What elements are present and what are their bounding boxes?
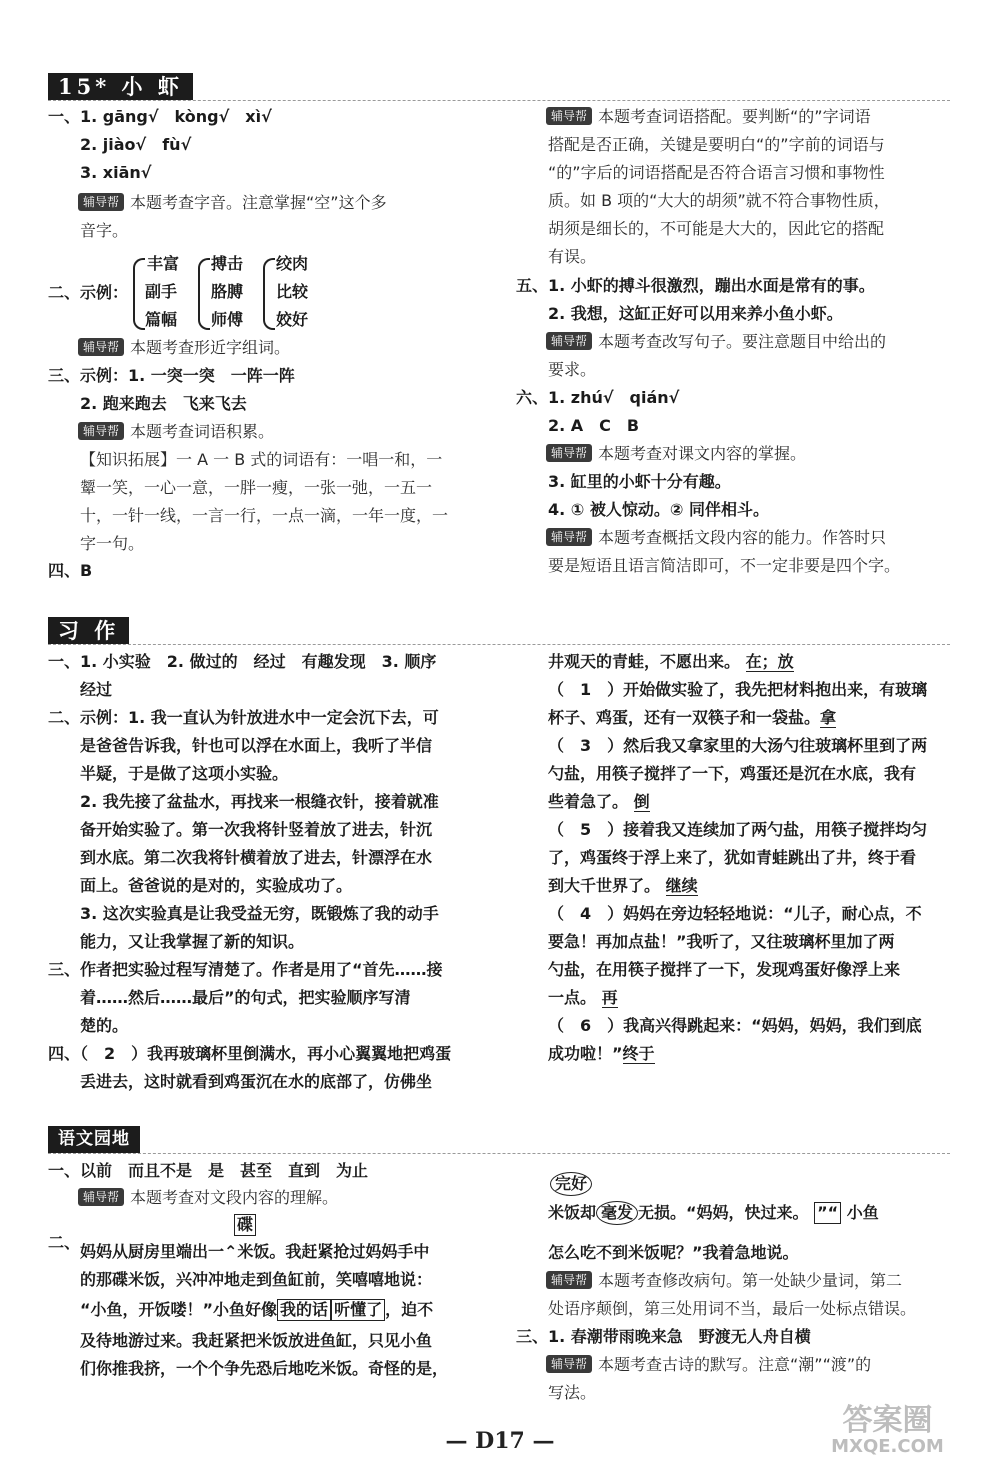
correction-word: 倒 xyxy=(633,792,650,811)
answer-line: 二、示例： xyxy=(48,283,129,302)
answer-line: 3. xiān√ xyxy=(80,163,152,182)
answer-line: 2. jiào√ fù√ xyxy=(80,135,192,154)
answer-line: 二、示例：1. 我一直认为针放进水中一定会沉下去，可 xyxy=(48,708,439,727)
answer-line: 些着急了。 倒 xyxy=(548,792,650,811)
answer-line: 备开始实验了。第一次我将针竖着放了进去，针沉 xyxy=(80,820,433,839)
answer-line: 杯子、鸡蛋，还有一双筷子和一袋盐。拿 xyxy=(548,708,837,727)
answer-line: 二、 xyxy=(48,1233,81,1252)
answer-line: 一点。 再 xyxy=(548,988,618,1007)
word-cell: 姣好 xyxy=(276,310,309,329)
answer-line: （ 5 ）接着我又连续加了两勺盐，用筷子搅拌均匀 xyxy=(548,820,928,839)
bracket xyxy=(133,258,145,330)
correction-word: 终于 xyxy=(622,1044,655,1063)
answer-line: 一、1. 小实验 2. 做过的 经过 有趣发现 3. 顺序 xyxy=(48,652,437,671)
section-divider xyxy=(48,644,950,645)
helper-note: 辅导帮 本题考查对文段内容的理解。 xyxy=(78,1187,338,1209)
helper-note-cont: 音字。 xyxy=(80,221,129,240)
swap-box: 听懂了 xyxy=(331,1299,385,1321)
watermark-bottom: MXQE.COM xyxy=(831,1436,944,1457)
inserted-word xyxy=(550,1172,592,1196)
word-cell: 搏击 xyxy=(211,254,244,273)
section-title-yuwenyuandi: 语文园地 xyxy=(48,1126,140,1153)
answer-line: 三、示例：1. 一突一突 一阵一阵 xyxy=(48,366,295,385)
helper-note: 辅导帮 本题考查古诗的默写。注意“潮”“渡”的 xyxy=(546,1354,871,1376)
answer-line: 五、1. 小虾的搏斗很激烈，蹦出水面是常有的事。 xyxy=(516,276,875,295)
replace-circle: 毫发 xyxy=(596,1201,638,1225)
helper-note-cont: 有误。 xyxy=(548,247,597,266)
answer-line: 四、（ 2 ）我再玻璃杯里倒满水，再小心翼翼地把鸡蛋 xyxy=(48,1044,452,1063)
knowledge-line: 十，一针一线，一言一行，一点一滴，一年一度，一 xyxy=(80,506,449,525)
word-cell: 绞肉 xyxy=(276,254,309,273)
helper-note: 辅导帮 本题考查词语搭配。要判断“的”字词语 xyxy=(546,106,871,128)
answer-line: 及待地游过来。我赶紧把米饭放进鱼缸，只见小鱼 xyxy=(80,1331,433,1350)
helper-badge: 辅导帮 xyxy=(546,332,592,350)
word-cell: 胳膊 xyxy=(211,282,244,301)
helper-note: 辅导帮 本题考查形近字组词。 xyxy=(78,337,290,359)
answer-line: “小鱼，开饭喽！”小鱼好像 我的话 听懂了 ，迫不 xyxy=(80,1300,434,1319)
bracket xyxy=(263,258,275,330)
answer-line: 楚的。 xyxy=(80,1016,129,1035)
helper-note-cont: 质。如 B 项的“大大的胡须”就不符合事物性质， xyxy=(548,191,890,210)
knowledge-line: 字一句。 xyxy=(80,534,145,553)
section-divider xyxy=(48,100,950,101)
helper-badge: 辅导帮 xyxy=(546,1271,592,1289)
helper-note-cont: “的”字后的词语搭配是否符合语言习惯和事物性 xyxy=(548,163,885,182)
helper-note-cont: 处语序颠倒，第三处用词不当，最后一处标点错误。 xyxy=(548,1299,917,1318)
answer-line: 勺盐，用筷子搅拌了一下，鸡蛋还是沉在水底，我有 xyxy=(548,764,917,783)
swap-box: 我的话 xyxy=(277,1299,331,1321)
helper-note: 辅导帮 本题考查字音。注意掌握“空”这个多 xyxy=(78,192,387,214)
helper-note: 辅导帮 本题考查改写句子。要注意题目中给出的 xyxy=(546,331,886,353)
answer-line: 经过 xyxy=(80,680,113,699)
helper-note-cont: 要求。 xyxy=(548,360,597,379)
word-cell: 丰富 xyxy=(147,254,180,273)
answer-line: 面上。爸爸说的是对的，实验成功了。 xyxy=(80,876,353,895)
answer-line: 能力，又让我掌握了新的知识。 xyxy=(80,932,305,951)
helper-badge: 辅导帮 xyxy=(78,338,124,356)
bracket xyxy=(198,258,210,330)
word-cell: 比较 xyxy=(276,282,309,301)
answer-line: 3. 这次实验真是让我受益无穷，既锻炼了我的动手 xyxy=(80,904,439,923)
answer-line: 四、B xyxy=(48,561,93,580)
answer-line: 三、作者把实验过程写清楚了。作者是用了“首先……接 xyxy=(48,960,443,979)
helper-badge: 辅导帮 xyxy=(546,528,592,546)
helper-note: 辅导帮 本题考查修改病句。第一处缺少量词，第二 xyxy=(546,1270,902,1292)
answer-line: 了，鸡蛋终于浮上来了，犹如青蛙跳出了井，终于看 xyxy=(548,848,917,867)
answer-line: 成功啦！”终于 xyxy=(548,1044,655,1063)
answer-line: 们你推我挤，一个个争先恐后地吃米饭。奇怪的是， xyxy=(80,1359,449,1378)
helper-note: 辅导帮 本题考查概括文段内容的能力。作答时只 xyxy=(546,527,886,549)
answer-line: 2. 跑来跑去 飞来飞去 xyxy=(80,394,247,413)
section-title-xiaoxia: 15* 小 虾 xyxy=(48,73,193,100)
answer-line: 4. ① 被人惊动。② 同伴相斗。 xyxy=(548,500,770,519)
answer-line: 一、1. gāng√ kòng√ xì√ xyxy=(48,107,272,126)
answer-line: 到大千世界了。 继续 xyxy=(548,876,698,895)
helper-note: 辅导帮 本题考查对课文内容的掌握。 xyxy=(546,443,806,465)
answer-line: 到水底。第二次我将针横着放了进去，针漂浮在水 xyxy=(80,848,433,867)
helper-note-cont: 要是短语且语言简洁即可，不一定非要是四个字。 xyxy=(548,556,901,575)
answer-line: 要急！再加点盐！”我听了，又往玻璃杯里加了两 xyxy=(548,932,895,951)
helper-note-cont: 胡须是细长的，不可能是大大的，因此它的搭配 xyxy=(548,219,885,238)
answer-line: 半疑，于是做了这项小实验。 xyxy=(80,764,289,783)
replace-circle: 完好 xyxy=(550,1172,592,1196)
answer-line: 一、以前 而且不是 是 甚至 直到 为止 xyxy=(48,1161,369,1180)
answer-line: 怎么吃不到米饭呢？”我着急地说。 xyxy=(548,1243,799,1262)
answer-line: （ 3 ）然后我又拿家里的大汤勺往玻璃杯里到了两 xyxy=(548,736,928,755)
word-cell: 师傅 xyxy=(211,310,244,329)
answer-line: 2. 我先接了盆盐水，再找来一根缝衣针，接着就准 xyxy=(80,792,439,811)
watermark xyxy=(785,1405,990,1463)
correction-word: 再 xyxy=(601,988,618,1007)
answer-line: 丢进去，这时就看到鸡蛋沉在水的底部了，仿佛坐 xyxy=(80,1072,433,1091)
answer-line: 米饭却 毫发 无损。“妈妈，快过来。 ”“ 小鱼 xyxy=(548,1201,879,1225)
insert-box: 碟 xyxy=(234,1214,256,1236)
helper-badge: 辅导帮 xyxy=(78,193,124,211)
helper-badge: 辅导帮 xyxy=(546,107,592,125)
word-cell: 副手 xyxy=(145,282,178,301)
answer-line: （ 4 ）妈妈在旁边轻轻地说：“儿子，耐心点，不 xyxy=(548,904,922,923)
answer-line: （ 6 ）我高兴得跳起来：“妈妈，妈妈，我们到底 xyxy=(548,1016,922,1035)
answer-line: 3. 缸里的小虾十分有趣。 xyxy=(548,472,731,491)
answer-line: 2. A C B xyxy=(548,416,640,435)
helper-note-cont: 搭配是否正确，关键是要明白“的”字前的词语与 xyxy=(548,135,885,154)
answer-line: 的那碟米饭，兴冲冲地走到鱼缸前，笑嘻嘻地说： xyxy=(80,1270,433,1289)
correction-word: 在；放 xyxy=(745,652,794,671)
helper-note: 辅导帮 本题考查词语积累。 xyxy=(78,421,274,443)
helper-badge: 辅导帮 xyxy=(78,1188,124,1206)
knowledge-line: 【知识拓展】一 A 一 B 式的词语有：一唱一和，一 xyxy=(80,450,443,469)
knowledge-line: 颦一笑，一心一意，一胖一瘦，一张一弛，一五一 xyxy=(80,478,433,497)
page-number: — D17 — xyxy=(445,1428,555,1454)
section-divider xyxy=(48,1153,950,1154)
inserted-word xyxy=(234,1214,256,1236)
answer-line: 六、1. zhú√ qián√ xyxy=(516,388,680,407)
answer-line: （ 1 ）开始做实验了，我先把材料抱出来，有玻璃 xyxy=(548,680,928,699)
helper-badge: 辅导帮 xyxy=(78,422,124,440)
helper-badge: 辅导帮 xyxy=(546,444,592,462)
word-cell: 篇幅 xyxy=(145,310,178,329)
answer-line: 勺盐，在用筷子搅拌了一下，发现鸡蛋好像浮上来 xyxy=(548,960,901,979)
correction-word: 继续 xyxy=(665,876,698,895)
answer-line: 是爸爸告诉我，针也可以浮在水面上，我听了半信 xyxy=(80,736,433,755)
answer-line: 2. 我想，这缸正好可以用来养小鱼小虾。 xyxy=(548,304,843,323)
answer-line: 妈妈从厨房里端出一⌃米饭。我赶紧抢过妈妈手中 xyxy=(80,1242,430,1261)
helper-note-cont: 写法。 xyxy=(548,1383,597,1402)
watermark-top: 答案圈 xyxy=(842,1403,933,1438)
answer-line: 三、1. 春潮带雨晚来急 野渡无人舟自横 xyxy=(516,1327,811,1346)
punct-box: ”“ xyxy=(814,1202,841,1224)
answer-line: 井观天的青蛙，不愿出来。 在；放 xyxy=(548,652,794,671)
section-title-xizuo: 习 作 xyxy=(48,617,129,644)
correction-word: 拿 xyxy=(820,708,837,727)
helper-badge: 辅导帮 xyxy=(546,1355,592,1373)
answer-line: 着……然后……最后”的句式，把实验顺序写清 xyxy=(80,988,411,1007)
